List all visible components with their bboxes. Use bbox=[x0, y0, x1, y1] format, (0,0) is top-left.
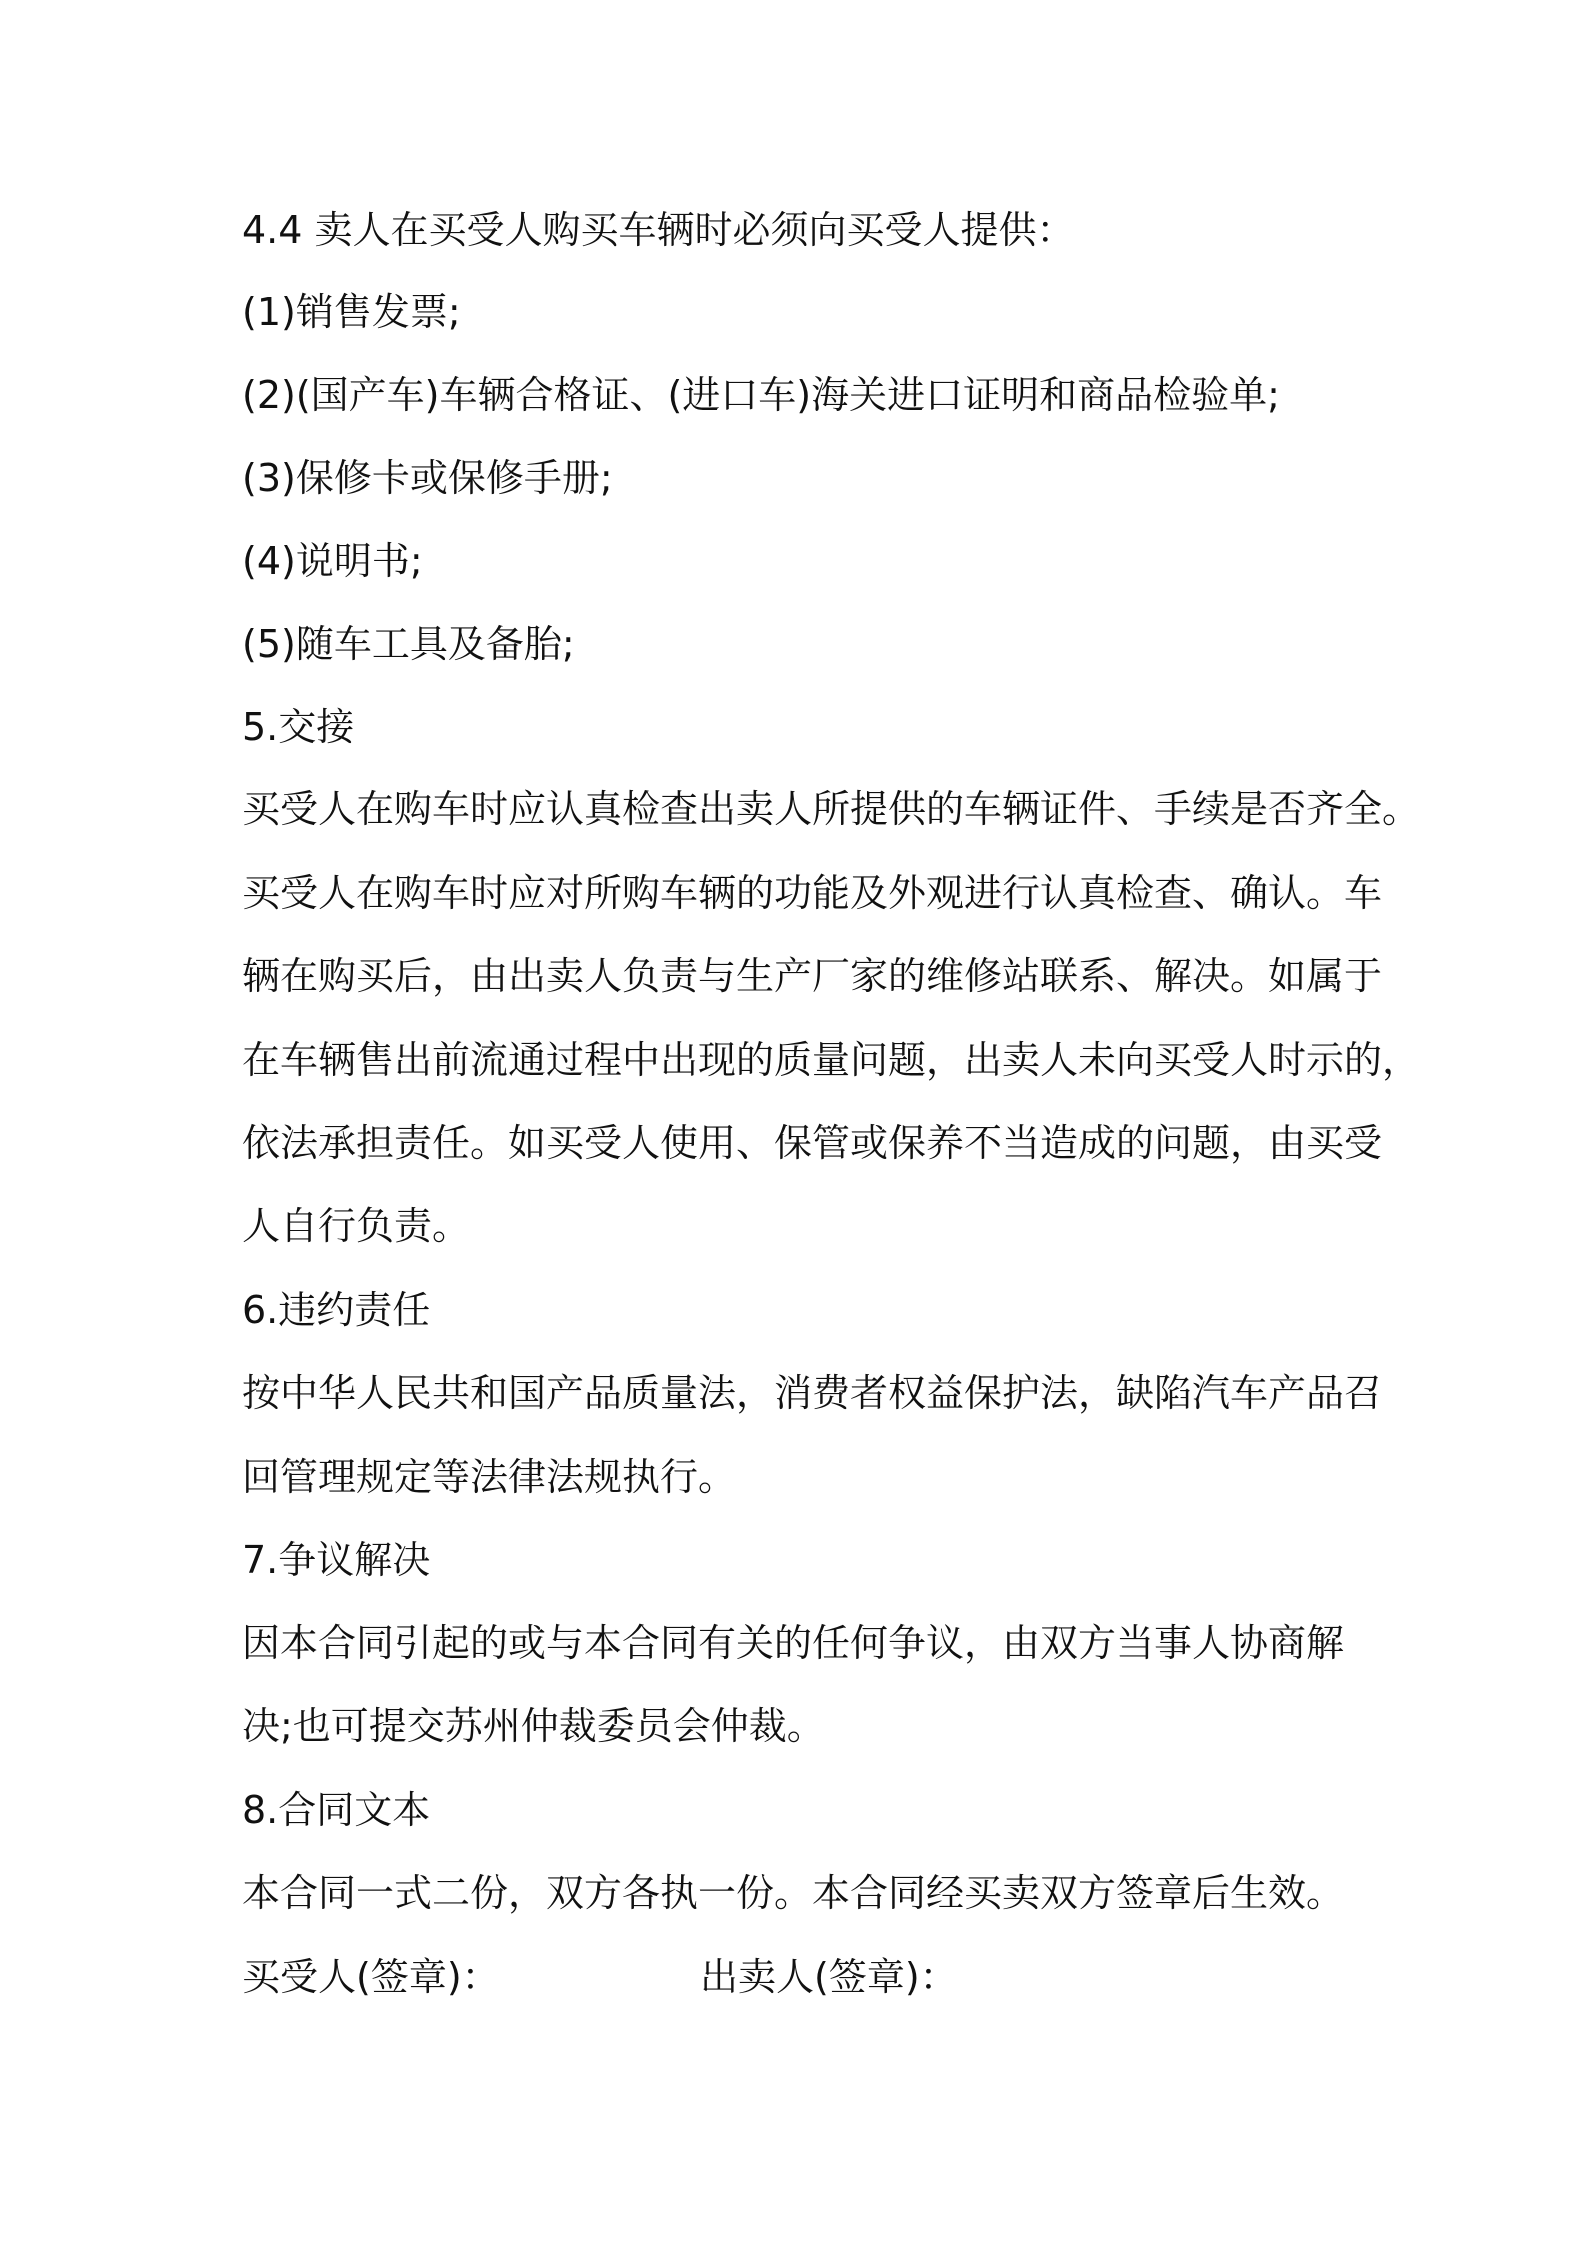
seller-signature-label: 出卖人(签章)： bbox=[700, 1955, 958, 1999]
list-item-4: (4)说明书; bbox=[242, 539, 423, 583]
paragraph-line: 按中华人民共和国产品质量法，消费者权益保护法，缺陷汽车产品召 bbox=[242, 1371, 1383, 1415]
paragraph-line: 本合同一式二份，双方各执一份。本合同经买卖双方签章后生效。 bbox=[242, 1871, 1345, 1915]
paragraph-line: 因本合同引起的或与本合同有关的任何争议，由双方当事人协商解 bbox=[242, 1621, 1345, 1665]
paragraph-line: 辆在购买后，由出卖人负责与生产厂家的维修站联系、解决。如属于 bbox=[242, 954, 1383, 998]
section-6-heading: 6.违约责任 bbox=[242, 1288, 431, 1332]
list-item-1: (1)销售发票; bbox=[242, 290, 461, 334]
list-item-3: (3)保修卡或保修手册; bbox=[242, 456, 613, 500]
paragraph-line: 决;也可提交苏州仲裁委员会仲裁。 bbox=[242, 1704, 825, 1748]
paragraph-line: 回管理规定等法律法规执行。 bbox=[242, 1455, 737, 1499]
section-7-heading: 7.争议解决 bbox=[242, 1538, 431, 1582]
list-item-2: (2)(国产车)车辆合格证、(进口车)海关进口证明和商品检验单; bbox=[242, 373, 1280, 417]
section-8-heading: 8.合同文本 bbox=[242, 1788, 431, 1832]
clause-4-4-heading: 4.4 卖人在买受人购买车辆时必须向买受人提供： bbox=[242, 208, 1075, 252]
paragraph-line: 人自行负责。 bbox=[242, 1204, 471, 1248]
paragraph-line: 买受人在购车时应对所购车辆的功能及外观进行认真检查、确认。车 bbox=[242, 871, 1383, 915]
paragraph-line: 买受人在购车时应认真检查出卖人所提供的车辆证件、手续是否齐全。 bbox=[242, 787, 1421, 831]
section-5-heading: 5.交接 bbox=[242, 705, 355, 749]
paragraph-line: 依法承担责任。如买受人使用、保管或保养不当造成的问题，由买受 bbox=[242, 1121, 1383, 1165]
buyer-signature-label: 买受人(签章)： bbox=[242, 1955, 500, 1999]
paragraph-line: 在车辆售出前流通过程中出现的质量问题，出卖人未向买受人时示的， bbox=[242, 1038, 1421, 1082]
list-item-5: (5)随车工具及备胎; bbox=[242, 622, 575, 666]
